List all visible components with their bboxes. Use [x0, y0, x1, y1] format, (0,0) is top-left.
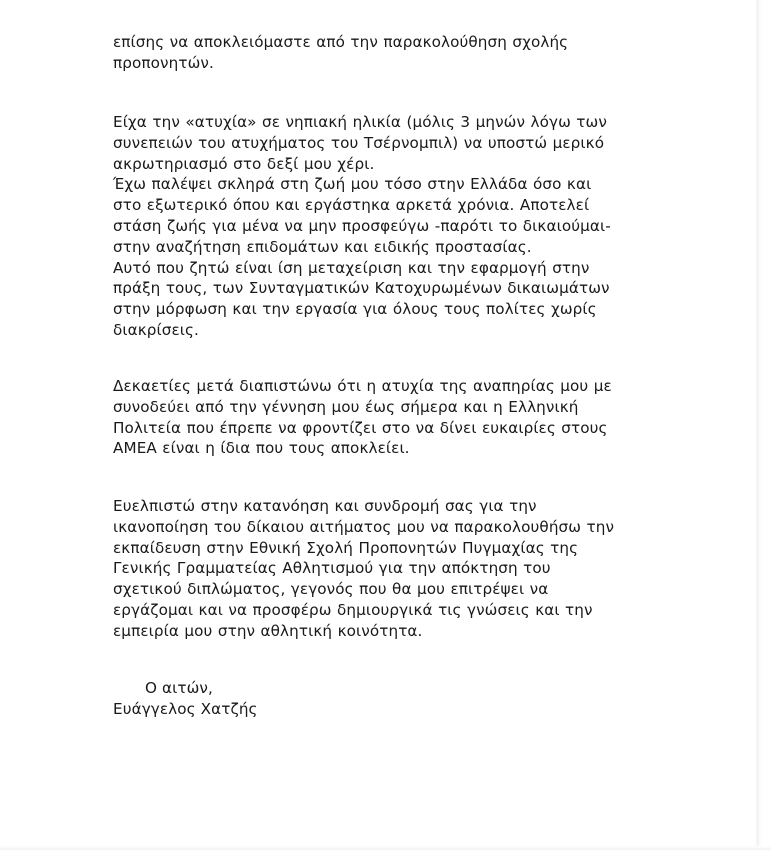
- text-line: ικανοποίηση του δίκαιου αιτήματος μου να παρακολουθήσω την: [113, 517, 615, 536]
- text-line: Έχω παλέψει σκληρά στη ζωή μου τόσο στην Ελλάδα όσο και: [113, 175, 592, 194]
- text-line: στην αναζήτηση επιδομάτων και ειδικής προστασίας.: [113, 237, 532, 256]
- text-line: συνεπειών του ατυχήματος του Τσέρνομπιλ) να υποστώ μερικό: [113, 133, 605, 152]
- text-line: προπονητών.: [113, 53, 214, 72]
- text-line: διακρίσεις.: [113, 320, 199, 339]
- text-line: επίσης να αποκλειόμαστε από την παρακολούθηση σχολής: [113, 33, 569, 51]
- signature-closing: Ο αιτών,: [145, 679, 213, 697]
- text-line: Ευελπιστώ στην κατανόηση και συνδρομή σας για την: [113, 497, 537, 515]
- text-line: στο εξωτερικό όπου και εργάστηκα αρκετά χρόνια. Αποτελεί: [113, 196, 590, 215]
- text-line: ακρωτηριασμό στο δεξί μου χέρι.: [113, 154, 375, 173]
- text-line: στάση ζωής για μένα να μην προσφεύγω -παρότι το δικαιούμαι-: [113, 216, 611, 235]
- text-line: σχετικού διπλώματος, γεγονός που θα μου επιτρέψει να: [113, 580, 549, 599]
- paragraph-request: [113, 496, 653, 642]
- text-line: ΑΜΕΑ είναι η ίδια που τους αποκλείει.: [113, 439, 410, 458]
- text-line: συνοδεύει από την γέννηση μου έως σήμερα και η Ελληνική: [113, 397, 579, 416]
- paragraph-intro: [113, 32, 653, 74]
- text-line: πράξη τους, των Συνταγματικών Κατοχυρωμένων δικαιωμάτων: [113, 279, 610, 298]
- text-line: Είχα την «ατυχία» σε νηπιακή ηλικία (μόλις 3 μηνών λόγω των: [113, 113, 607, 131]
- text-line: Πολιτεία που έπρεπε να φροντίζει στο να δίνει ευκαιρίες στους: [113, 418, 608, 437]
- text-line: στην μόρφωση και την εργασία για όλους τους πολίτες χωρίς: [113, 300, 597, 319]
- text-line: Γενικής Γραμματείας Αθλητισμού για την απόκτηση του: [113, 559, 551, 578]
- text-line: Αυτό που ζητώ είναι ίση μεταχείριση και την εφαρμογή στην: [113, 258, 590, 277]
- page-bottom-shadow: [0, 846, 771, 850]
- paragraph-decades: [113, 376, 653, 459]
- text-line: εργάζομαι και να προσφέρω δημιουργικά τις γνώσεις και την: [113, 600, 593, 619]
- signature-name: Ευάγγελος Χατζής: [113, 700, 258, 718]
- text-line: Δεκαετίες μετά διαπιστώνω ότι η ατυχία της αναπηρίας μου με: [113, 377, 612, 395]
- text-line: εκπαίδευση στην Εθνική Σχολή Προπονητών Πυγμαχίας της: [113, 538, 579, 557]
- text-line: εμπειρία μου στην αθλητική κοινότητα.: [113, 621, 423, 640]
- page-edge-shadow: [756, 0, 771, 850]
- paragraph-background: [113, 112, 653, 341]
